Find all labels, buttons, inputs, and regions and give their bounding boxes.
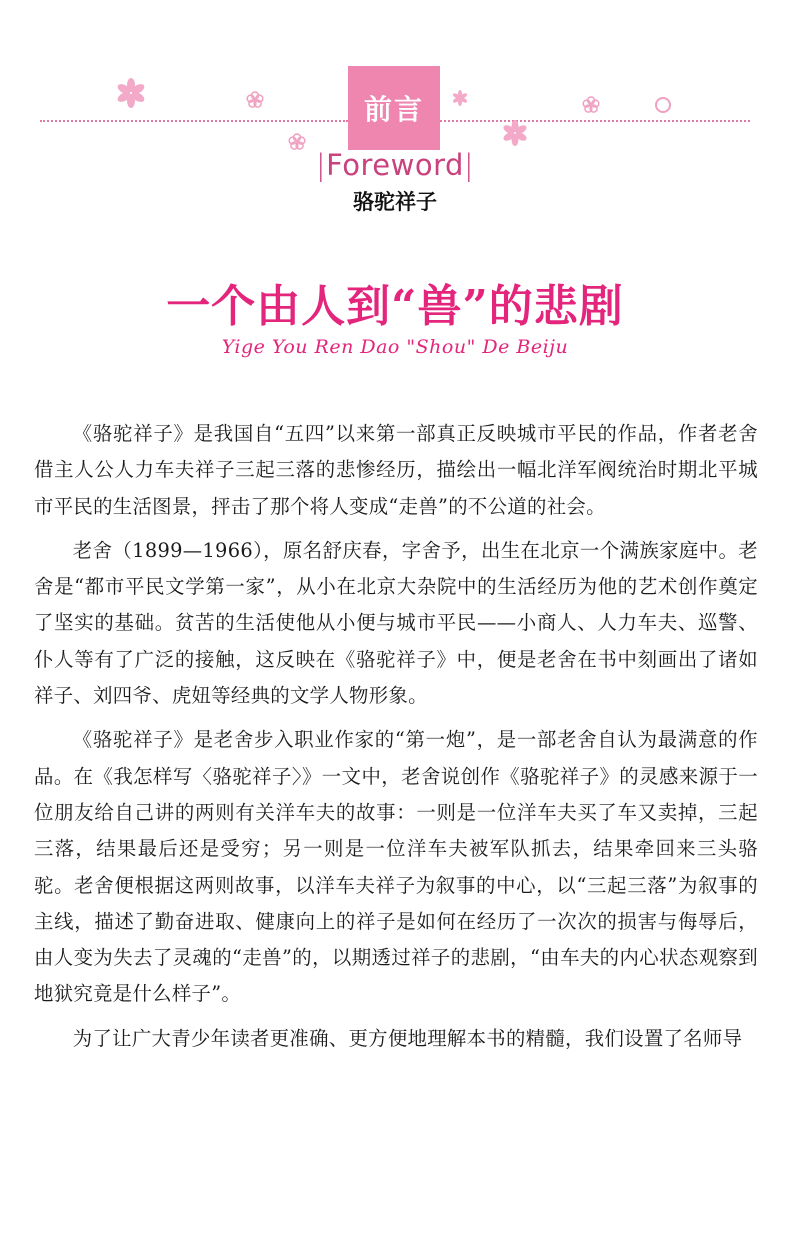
foreword-badge: 前言 [348,66,440,150]
paragraph: 《骆驼祥子》是我国自“五四”以来第一部真正反映城市平民的作品，作者老舍借主人公人力车夫祥子三起三落的悲惨经历，描绘出一幅北洋军阀统治时期北平城市平民的生活图景，抨击了那个将人变成“走兽”的不公道的社会。 [34,422,758,518]
book-title: 骆驼祥子 [353,190,437,214]
dotted-divider-right [440,120,750,122]
article-subtitle: Yige You Ren Dao "Shou" De Beiju [221,336,569,358]
paragraph: 老舍（1899—1966），原名舒庆春，字舍予，出生在北京一个满族家庭中。老舍是“都市平民文学第一家”，从小在北京大杂院中的生活经历为他的艺术创作奠定了坚实的基础。贫苦的生活使他从小便与城市平民——小商人、人力车夫、巡警、仆人等有了广泛的接触，这反映在《骆驼祥子》中，便是老舍在书中刻画出了诸如祥子、刘四爷、虎妞等经典的文学人物形象。 [34,538,758,708]
dotted-divider-left [40,120,348,122]
foreword-label: |Foreword| [315,148,475,182]
flower-icon [116,78,146,108]
paragraph: 《骆驼祥子》是老舍步入职业作家的“第一炮”，是一部老舍自认为最满意的作品。在《我怎样写〈骆驼祥子〉》一文中，老舍说创作《骆驼祥子》的灵感来源于一位朋友给自己讲的两则有关洋车夫的故事：一则是一位洋车夫买了车又卖掉，三起三落，结果最后还是受穷；另一则是一位洋车夫被军队抓去，结果牵回来三头骆驼。老舍便根据这两则故事，以洋车夫祥子为叙事的中心，以“三起三落”为叙事的主线，描述了勤奋进取、健康向上的祥子是如何在经历了一次次的损害与侮辱后，由人变为失去了灵魂的“走兽”的，以期透过祥子的悲剧，“由车夫的内心状态观察到地狱究竟是什么样子”。 [34,728,758,1006]
flower-icon [452,90,468,106]
flower-icon [502,120,528,146]
paragraph: 为了让广大青少年读者更准确、更方便地理解本书的精髓，我们设置了名师导 [72,1026,743,1050]
foreword-text: Foreword [326,148,464,182]
header-decoration [0,0,790,220]
flower-icon [245,90,265,110]
flower-icon [581,95,601,115]
article-title: 一个由人到“兽”的悲剧 [166,281,624,332]
flower-icon [287,132,307,152]
article-body [34,416,758,1065]
ring-icon [652,94,674,116]
